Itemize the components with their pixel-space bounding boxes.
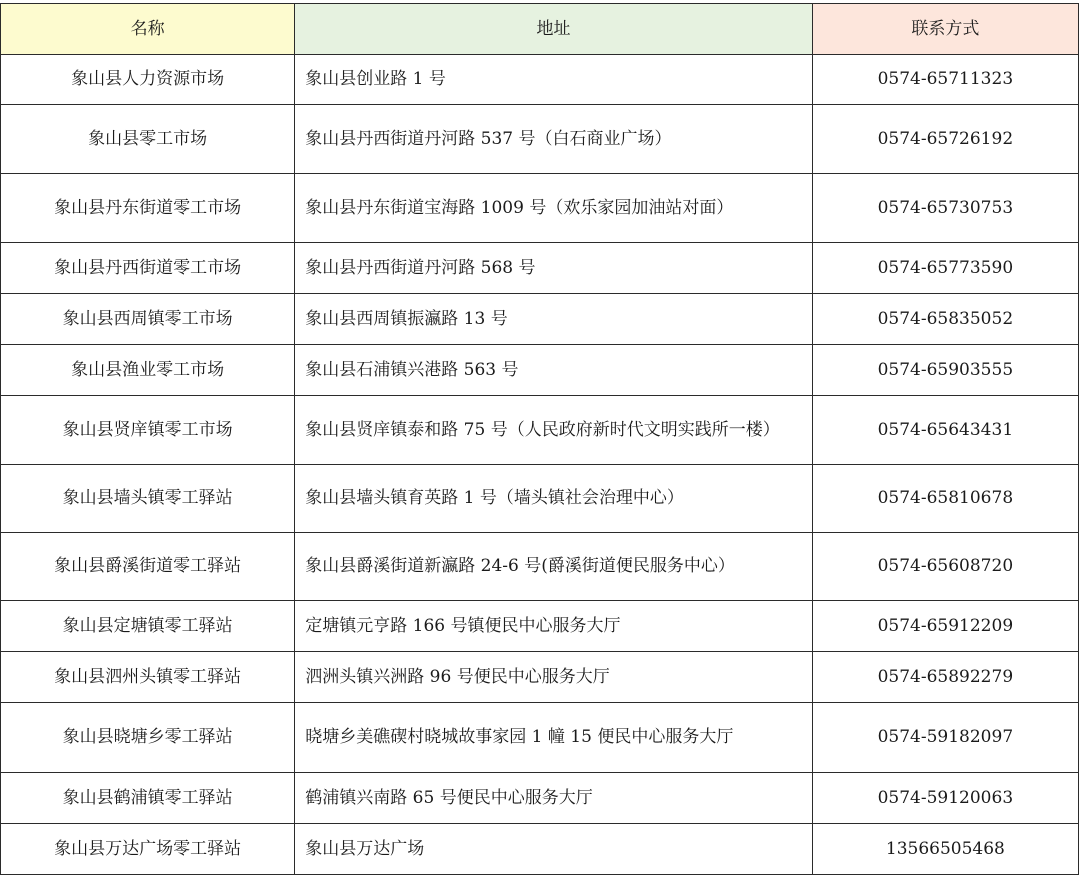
phone-cell: 0574-59120063 xyxy=(812,773,1078,824)
name-cell: 象山县渔业零工市场 xyxy=(1,345,295,396)
table-row xyxy=(1,345,1079,396)
address-cell: 象山县创业路 1 号 xyxy=(295,55,812,105)
phone-cell: 0574-65608720 xyxy=(812,533,1078,601)
phone-cell: 0574-65726192 xyxy=(812,105,1078,174)
table-row xyxy=(1,55,1079,105)
address-cell: 象山县西周镇振瀛路 13 号 xyxy=(295,294,812,345)
address-cell: 象山县墙头镇育英路 1 号（墙头镇社会治理中心） xyxy=(295,465,812,533)
name-cell: 象山县零工市场 xyxy=(1,105,295,174)
name-cell: 象山县泗州头镇零工驿站 xyxy=(1,652,295,703)
phone-cell: 0574-65912209 xyxy=(812,601,1078,652)
address-cell: 定塘镇元亨路 166 号镇便民中心服务大厅 xyxy=(295,601,812,652)
phone-cell: 0574-65892279 xyxy=(812,652,1078,703)
phone-cell: 0574-65643431 xyxy=(812,396,1078,465)
table-row xyxy=(1,703,1079,773)
phone-cell: 0574-65903555 xyxy=(812,345,1078,396)
phone-cell: 0574-59182097 xyxy=(812,703,1078,773)
phone-cell: 0574-65730753 xyxy=(812,174,1078,243)
table-row xyxy=(1,652,1079,703)
address-cell: 鹤浦镇兴南路 65 号便民中心服务大厅 xyxy=(295,773,812,824)
table-row xyxy=(1,243,1079,294)
table-row xyxy=(1,396,1079,465)
address-cell: 象山县爵溪街道新瀛路 24-6 号(爵溪街道便民服务中心） xyxy=(295,533,812,601)
table-row xyxy=(1,465,1079,533)
name-cell: 象山县丹西街道零工市场 xyxy=(1,243,295,294)
header-address: 地址 xyxy=(295,4,812,55)
phone-cell: 13566505468 xyxy=(812,824,1078,875)
name-cell: 象山县西周镇零工市场 xyxy=(1,294,295,345)
table-row xyxy=(1,294,1079,345)
phone-cell: 0574-65773590 xyxy=(812,243,1078,294)
header-row xyxy=(1,4,1079,55)
name-cell: 象山县人力资源市场 xyxy=(1,55,295,105)
name-cell: 象山县定塘镇零工驿站 xyxy=(1,601,295,652)
job-market-table xyxy=(0,3,1079,875)
name-cell: 象山县万达广场零工驿站 xyxy=(1,824,295,875)
name-cell: 象山县爵溪街道零工驿站 xyxy=(1,533,295,601)
table-body xyxy=(1,55,1079,875)
name-cell: 象山县晓塘乡零工驿站 xyxy=(1,703,295,773)
table-row xyxy=(1,601,1079,652)
address-cell: 晓塘乡美礁碶村晓城故事家园 1 幢 15 便民中心服务大厅 xyxy=(295,703,812,773)
address-cell: 象山县万达广场 xyxy=(295,824,812,875)
name-cell: 象山县丹东街道零工市场 xyxy=(1,174,295,243)
phone-cell: 0574-65810678 xyxy=(812,465,1078,533)
table-row xyxy=(1,174,1079,243)
name-cell: 象山县墙头镇零工驿站 xyxy=(1,465,295,533)
address-cell: 象山县贤庠镇泰和路 75 号（人民政府新时代文明实践所一楼） xyxy=(295,396,812,465)
table-row xyxy=(1,824,1079,875)
phone-cell: 0574-65835052 xyxy=(812,294,1078,345)
table-row xyxy=(1,105,1079,174)
name-cell: 象山县贤庠镇零工市场 xyxy=(1,396,295,465)
address-cell: 泗洲头镇兴洲路 96 号便民中心服务大厅 xyxy=(295,652,812,703)
address-cell: 象山县丹西街道丹河路 537 号（白石商业广场） xyxy=(295,105,812,174)
address-cell: 象山县丹西街道丹河路 568 号 xyxy=(295,243,812,294)
table-row xyxy=(1,773,1079,824)
header-name: 名称 xyxy=(1,4,295,55)
header-contact: 联系方式 xyxy=(812,4,1078,55)
name-cell: 象山县鹤浦镇零工驿站 xyxy=(1,773,295,824)
address-cell: 象山县石浦镇兴港路 563 号 xyxy=(295,345,812,396)
phone-cell: 0574-65711323 xyxy=(812,55,1078,105)
table-row xyxy=(1,533,1079,601)
address-cell: 象山县丹东街道宝海路 1009 号（欢乐家园加油站对面） xyxy=(295,174,812,243)
